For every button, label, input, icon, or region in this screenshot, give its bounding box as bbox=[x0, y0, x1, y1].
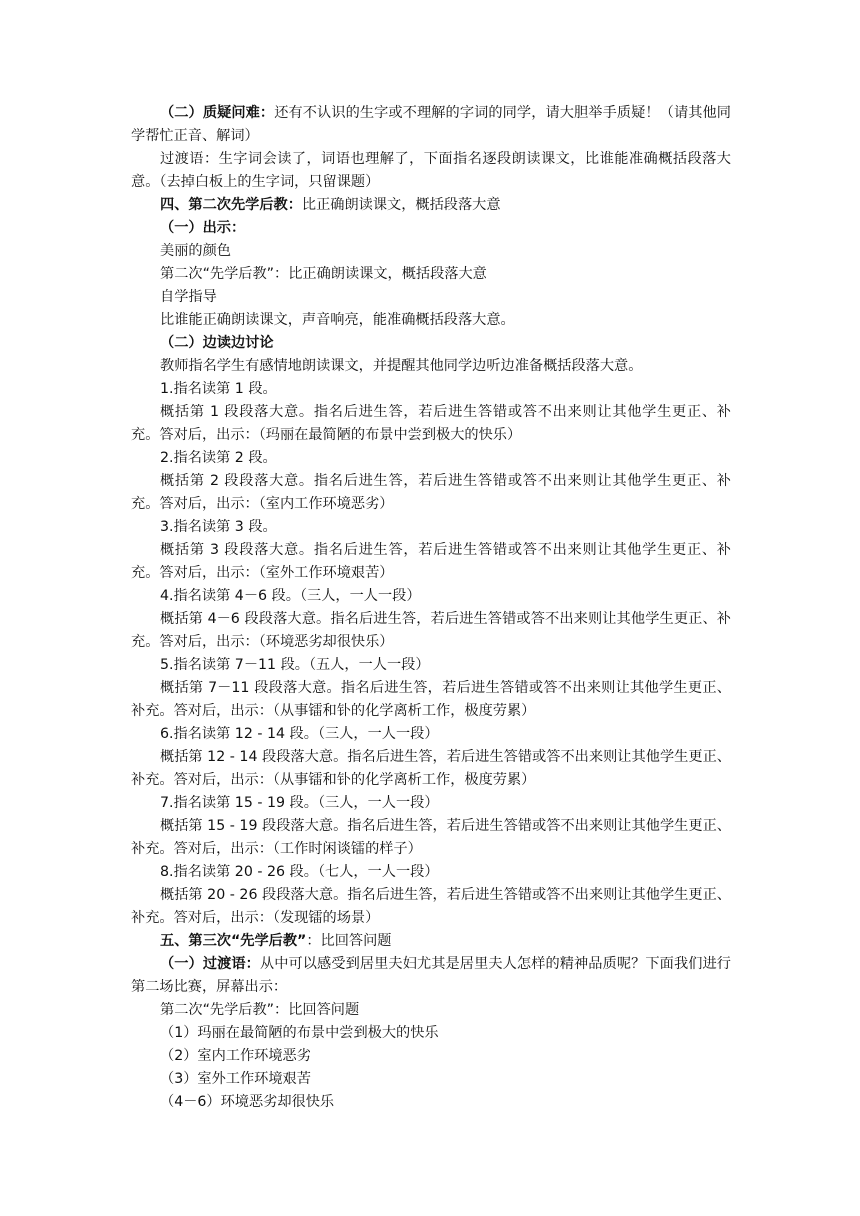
paragraph-transition: 过渡语：生字词会读了，词语也理解了，下面指名逐段朗读课文，比谁能准确概括段落大意。（去掉白板上的生字词，只留课题） bbox=[131, 151, 731, 190]
heading-text: 比正确朗读课文，概括段落大意 bbox=[301, 197, 501, 213]
item-summary: 概括第 1 段段落大意。指名后进生答，若后进生答错或答不出来则让其他学生更正、补充。答对后，出示：（玛丽在最简陋的布景中尝到极大的快乐） bbox=[131, 404, 731, 443]
item-summary: 概括第 20 - 26 段段落大意。指名后进生答，若后进生答错或答不出来则让其他学生更正、补充。答对后，出示：（发现镭的场景） bbox=[131, 887, 731, 926]
paragraph-text: 从中可以感受到居里夫妇尤其是居里夫人怎样的精神品质呢？下面我们进行第二场比赛，屏幕出示： bbox=[131, 956, 731, 995]
item-read: 2.指名读第 2 段。 bbox=[160, 450, 277, 466]
paragraph-text: 还有不认识的生字或不理解的字词的同学，请大胆举手质疑！（请其他同学帮忙正音、解词） bbox=[131, 105, 731, 144]
document-body bbox=[131, 102, 731, 1114]
list-item: （4－6）环境恶劣却很快乐 bbox=[160, 1094, 335, 1110]
item-summary: 概括第 2 段段落大意。指名后进生答，若后进生答错或答不出来则让其他学生更正、补充。答对后，出示：（室内工作环境恶劣） bbox=[131, 473, 731, 512]
item-summary: 概括第 12 - 14 段段落大意。指名后进生答，若后进生答错或答不出来则让其他学生更正、补充。答对后，出示：（从事镭和钋的化学离析工作，极度劳累） bbox=[131, 749, 731, 788]
list-item: （2）室内工作环境恶劣 bbox=[160, 1048, 311, 1064]
line-guide: 自学指导 bbox=[160, 289, 217, 305]
item-read: 1.指名读第 1 段。 bbox=[160, 381, 277, 397]
heading-text: ：比回答问题 bbox=[306, 933, 392, 949]
line-title: 美丽的颜色 bbox=[160, 243, 231, 259]
line-teacher-instruction: 教师指名学生有感情地朗读课文，并提醒其他同学边听边准备概括段落大意。 bbox=[160, 358, 643, 374]
line-second-round: 第二次“先学后教”：比正确朗读课文，概括段落大意 bbox=[160, 266, 487, 282]
item-summary: 概括第 4－6 段段落大意。指名后进生答，若后进生答错或答不出来则让其他学生更正、补充。答对后，出示：（环境恶劣却很快乐） bbox=[131, 611, 731, 650]
section-heading-4 bbox=[131, 194, 731, 217]
item-read: 3.指名读第 3 段。 bbox=[160, 519, 277, 535]
item-summary: 概括第 7－11 段段落大意。指名后进生答，若后进生答错或答不出来则让其他学生更正、补充。答对后，出示：（从事镭和钋的化学离析工作，极度劳累） bbox=[131, 680, 731, 719]
item-read: 6.指名读第 12 - 14 段。（三人，一人一段） bbox=[160, 726, 439, 742]
item-read: 8.指名读第 20 - 26 段。（七人，一人一段） bbox=[160, 864, 439, 880]
paragraph-transition-2 bbox=[131, 953, 731, 999]
section-heading-5 bbox=[131, 930, 731, 953]
heading-inline: （二）质疑问难： bbox=[160, 105, 275, 121]
item-read: 5.指名读第 7－11 段。（五人，一人一段） bbox=[160, 657, 430, 673]
line-guide-text: 比谁能正确朗读课文，声音响亮，能准确概括段落大意。 bbox=[160, 312, 515, 328]
heading-inline: （一）过渡语： bbox=[160, 956, 260, 972]
list-item: （3）室外工作环境艰苦 bbox=[160, 1071, 311, 1087]
line-third-round: 第二次“先学后教”：比回答问题 bbox=[160, 1002, 360, 1018]
item-read: 4.指名读第 4－6 段。（三人，一人一段） bbox=[160, 588, 421, 604]
subheading-show: （一）出示： bbox=[160, 220, 246, 236]
heading-inline: 五、第三次“先学后教” bbox=[160, 933, 307, 949]
list-item: （1）玛丽在最简陋的布景中尝到极大的快乐 bbox=[160, 1025, 439, 1041]
item-read: 7.指名读第 15 - 19 段。（三人，一人一段） bbox=[160, 795, 439, 811]
item-summary: 概括第 15 - 19 段段落大意。指名后进生答，若后进生答错或答不出来则让其他学生更正、补充。答对后，出示：（工作时闲谈镭的样子） bbox=[131, 818, 731, 857]
heading-inline: 四、第二次先学后教： bbox=[160, 197, 302, 213]
paragraph-question bbox=[131, 102, 731, 148]
item-summary: 概括第 3 段段落大意。指名后进生答，若后进生答错或答不出来则让其他学生更正、补充。答对后，出示：（室外工作环境艰苦） bbox=[131, 542, 731, 581]
subheading-read-discuss: （二）边读边讨论 bbox=[160, 335, 274, 351]
